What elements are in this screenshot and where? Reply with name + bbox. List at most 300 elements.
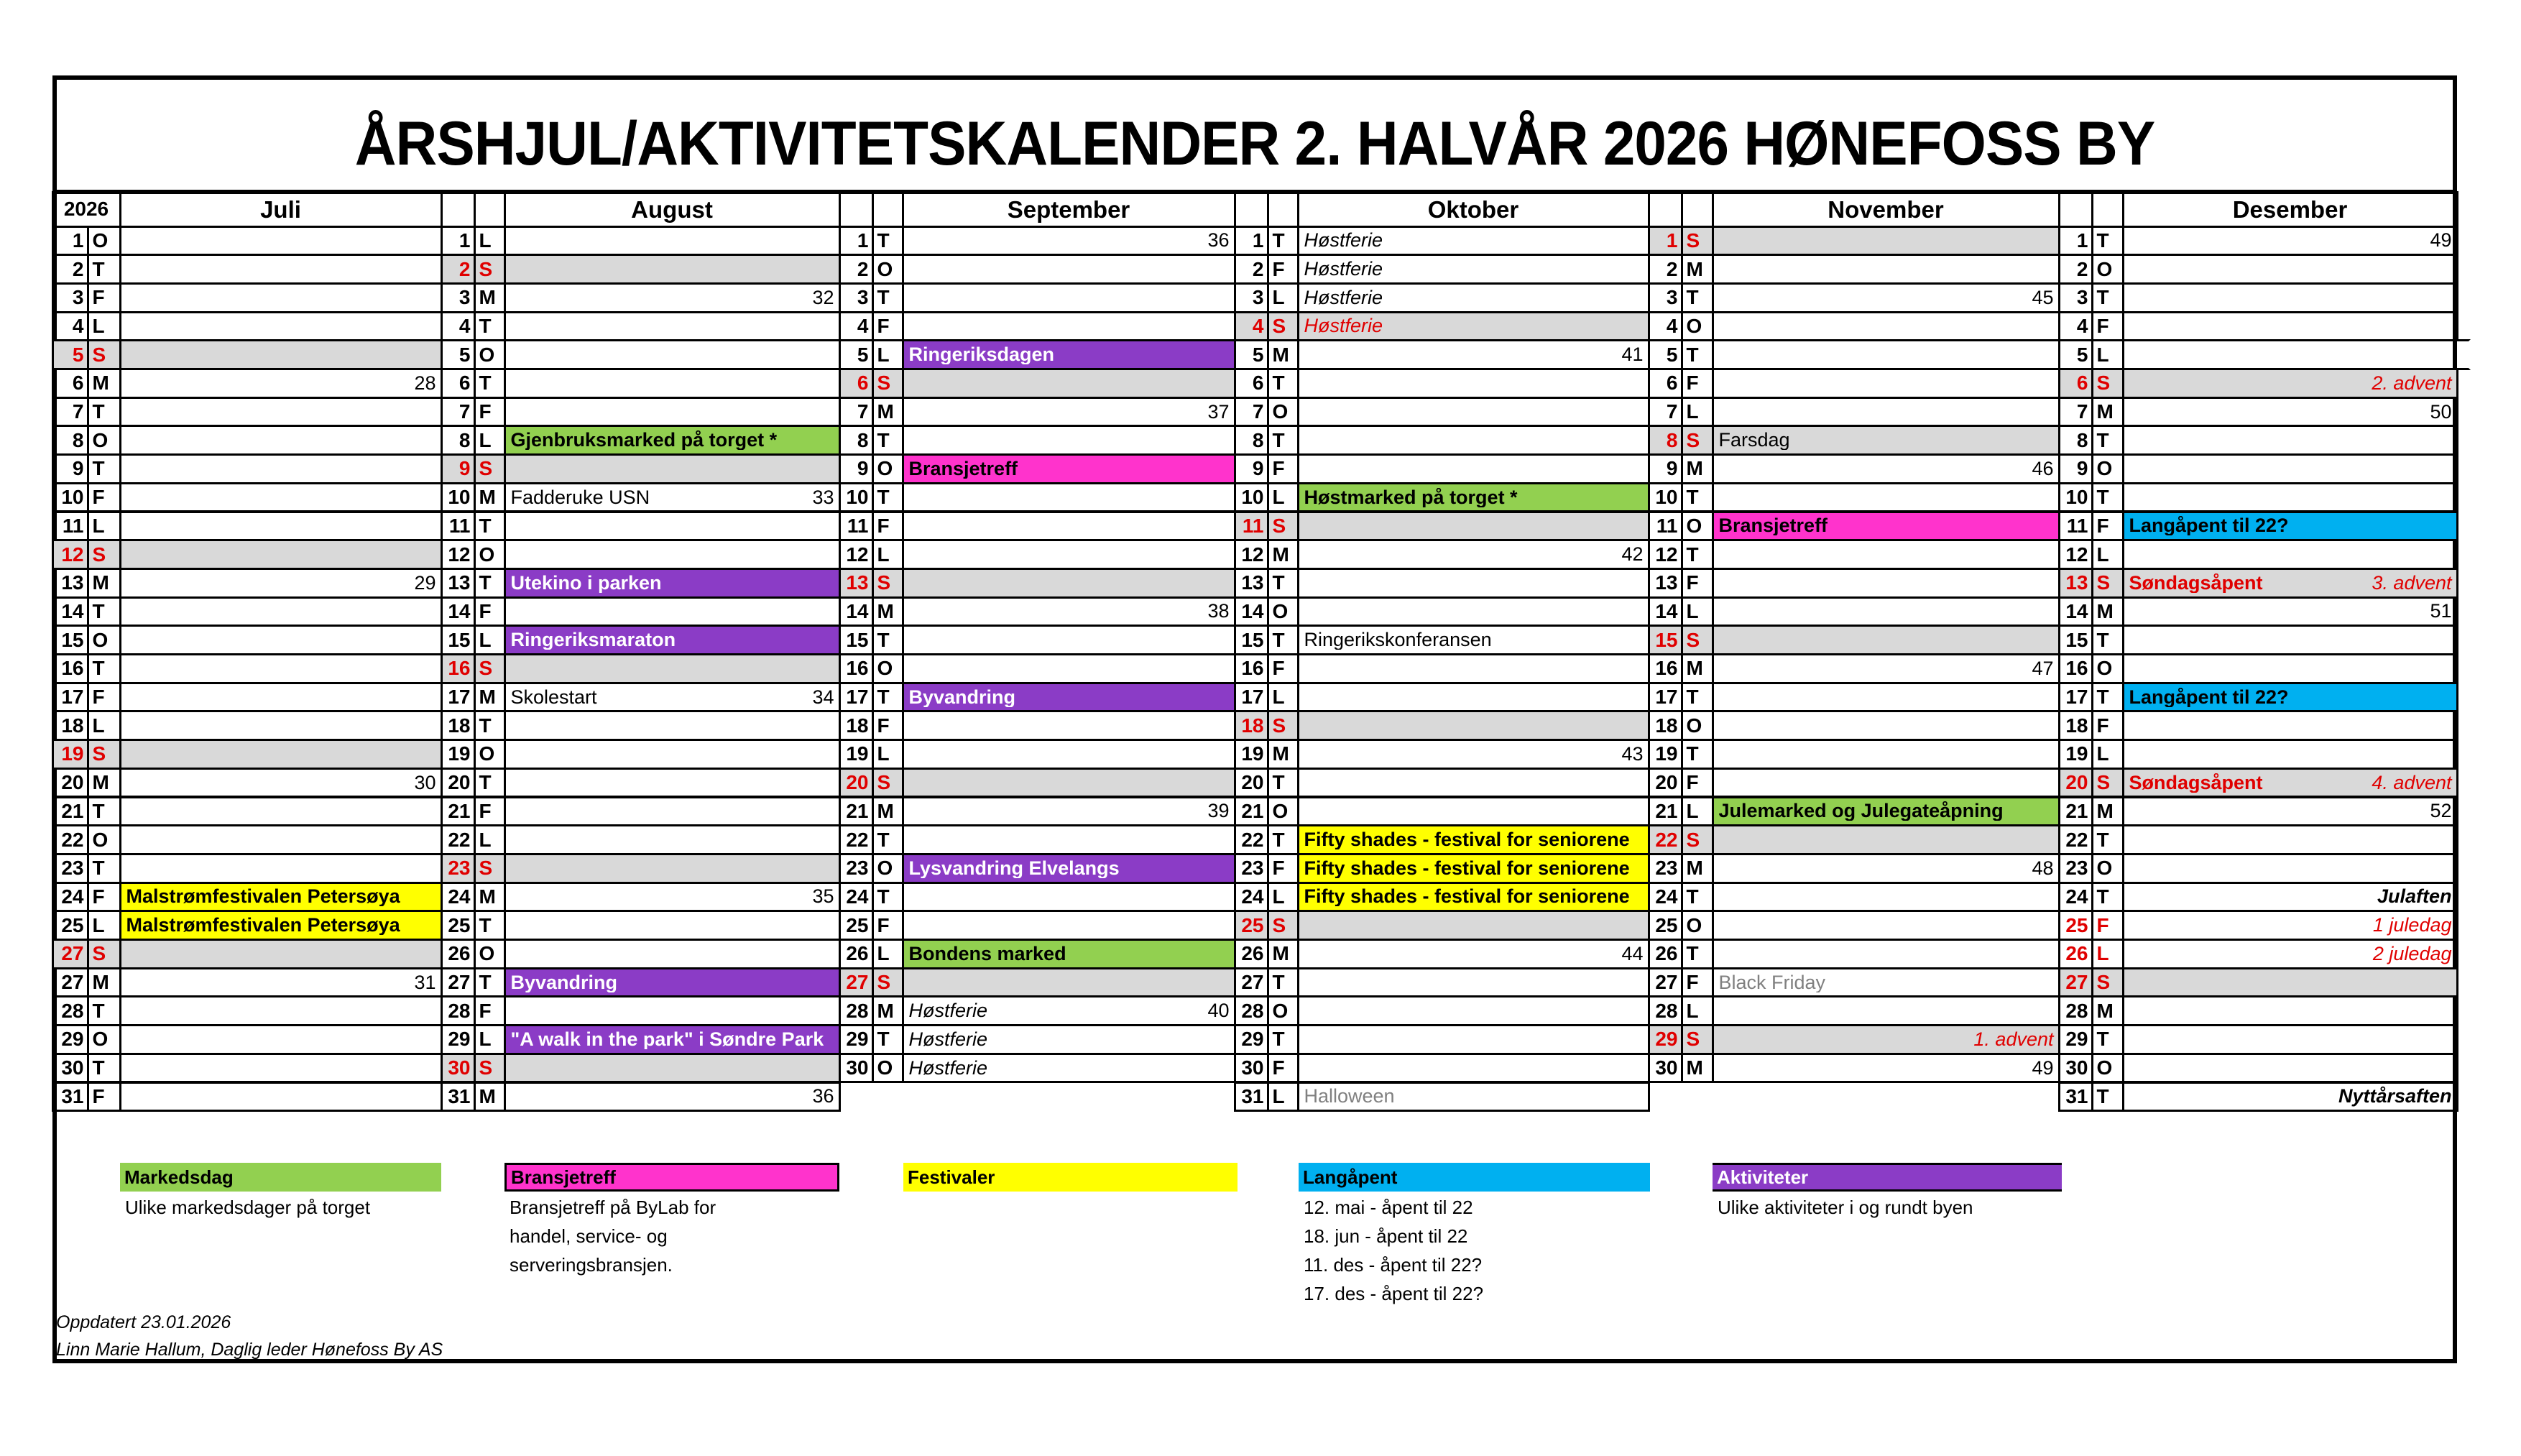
day-number: 29 (2058, 1024, 2093, 1055)
day-event-cell[interactable] (1297, 282, 1650, 313)
day-number: 22 (1648, 824, 1683, 855)
day-number: 5 (441, 339, 476, 370)
day-number: 20 (1234, 768, 1269, 798)
day-number: 19 (839, 739, 874, 770)
day-of-week: L (474, 824, 506, 855)
day-number: 21 (441, 796, 476, 827)
day-of-week: T (87, 254, 121, 285)
day-of-week: O (1681, 311, 1714, 342)
day-of-week: L (87, 311, 121, 342)
day-number: 21 (2058, 796, 2093, 827)
event-label: Høstferie (908, 1001, 988, 1021)
week-number: 36 (1207, 229, 1230, 252)
day-number: 23 (441, 853, 476, 884)
day-of-week: M (872, 796, 904, 827)
day-of-week: T (474, 910, 506, 941)
day-of-week: F (474, 796, 506, 827)
day-event-cell (504, 853, 841, 884)
day-event-cell (1712, 682, 2060, 713)
event-aktiviteter[interactable] (504, 1024, 841, 1055)
day-event-cell (1297, 768, 1650, 798)
day-of-week: T (1267, 967, 1299, 998)
header-spacer (1648, 191, 1683, 228)
day-event-cell (2122, 710, 2458, 741)
day-of-week: T (474, 768, 506, 798)
day-of-week: S (474, 653, 506, 684)
event-label: Bondens marked (908, 944, 1066, 964)
week-number: 30 (414, 771, 436, 793)
day-number: 14 (2058, 596, 2093, 627)
event-langapent[interactable] (2122, 682, 2458, 713)
month-header-august: August (504, 191, 841, 228)
day-number: 27 (52, 967, 89, 998)
day-of-week: T (1681, 339, 1714, 370)
event-festivaler[interactable] (119, 882, 443, 913)
day-number: 8 (52, 425, 89, 456)
day-number: 7 (839, 397, 874, 428)
legend-description: Bransjetreff på ByLab for (510, 1197, 716, 1218)
day-of-week: S (1681, 1024, 1714, 1055)
day-event-cell[interactable] (1712, 967, 2060, 998)
day-event-cell (2122, 339, 2471, 370)
day-of-week: L (872, 739, 904, 770)
day-number: 30 (2058, 1053, 2093, 1084)
day-event-cell (1712, 453, 2060, 484)
day-of-week: S (87, 339, 121, 370)
day-event-cell (119, 1053, 443, 1084)
day-event-cell (902, 539, 1236, 570)
day-number: 6 (839, 368, 874, 399)
event-markedsdag[interactable] (504, 425, 841, 456)
day-of-week: M (87, 967, 121, 998)
day-number: 2 (1648, 254, 1683, 285)
day-event-cell (119, 939, 443, 969)
event-festivaler[interactable] (1297, 853, 1650, 884)
day-of-week: T (872, 625, 904, 655)
day-of-week: L (474, 226, 506, 257)
month-header-desember: Desember (2122, 191, 2458, 228)
day-event-cell (2122, 226, 2458, 257)
day-event-cell (504, 1053, 841, 1084)
day-number: 15 (1648, 625, 1683, 655)
day-of-week: T (474, 967, 506, 998)
day-number: 9 (1234, 453, 1269, 484)
day-of-week: S (2091, 768, 2124, 798)
event-aktiviteter[interactable] (504, 625, 841, 655)
day-event-cell[interactable] (1712, 425, 2060, 456)
event-bransjetreff[interactable] (902, 453, 1236, 484)
day-number: 7 (2058, 397, 2093, 428)
week-number: 42 (1621, 543, 1644, 566)
day-number: 13 (839, 568, 874, 599)
day-of-week: T (1681, 682, 1714, 713)
day-event-cell[interactable] (1297, 311, 1650, 342)
week-number: 28 (414, 372, 436, 394)
header-spacer (2058, 191, 2093, 228)
day-number: 13 (441, 568, 476, 599)
day-event-cell (1297, 995, 1650, 1026)
header-spacer (872, 191, 904, 228)
day-event-cell (1712, 397, 2060, 428)
day-of-week: L (2091, 939, 2124, 969)
day-number: 28 (441, 995, 476, 1026)
day-number: 17 (2058, 682, 2093, 713)
day-number: 21 (1234, 796, 1269, 827)
day-number: 23 (1648, 853, 1683, 884)
day-number: 14 (441, 596, 476, 627)
day-of-week: T (872, 282, 904, 313)
day-of-week: F (87, 1082, 121, 1112)
day-of-week: F (2091, 311, 2124, 342)
event-markedsdag[interactable] (1297, 482, 1650, 513)
day-event-cell[interactable] (1297, 625, 1650, 655)
day-of-week: O (872, 254, 904, 285)
day-number: 4 (2058, 311, 2093, 342)
day-of-week: O (87, 1024, 121, 1055)
day-event-cell (504, 596, 841, 627)
day-number: 26 (1648, 939, 1683, 969)
day-number: 4 (1234, 311, 1269, 342)
day-of-week: F (1681, 768, 1714, 798)
day-number: 8 (441, 425, 476, 456)
event-label: Malstrømfestivalen Petersøya (126, 887, 400, 907)
day-event-cell (1712, 625, 2060, 655)
day-of-week: T (872, 482, 904, 513)
day-event-cell (902, 739, 1236, 770)
day-event-cell (1297, 1024, 1650, 1055)
day-number: 10 (1648, 482, 1683, 513)
event-label: Høstferie (1304, 259, 1383, 280)
day-event-cell[interactable] (504, 682, 841, 713)
day-event-cell[interactable] (902, 995, 1236, 1026)
day-event-cell (902, 824, 1236, 855)
day-event-cell (1712, 482, 2060, 513)
day-number: 10 (839, 482, 874, 513)
legend-langapent: Langåpent (1299, 1163, 1650, 1192)
day-of-week: T (872, 824, 904, 855)
event-aktiviteter[interactable] (504, 568, 841, 599)
day-number: 14 (52, 596, 89, 627)
day-event-cell (504, 882, 841, 913)
event-aktiviteter[interactable] (902, 682, 1236, 713)
event-label: Utekino i parken (510, 573, 662, 593)
day-number: 27 (839, 967, 874, 998)
day-of-week: F (87, 882, 121, 913)
day-event-cell[interactable] (2122, 768, 2458, 798)
day-of-week: T (474, 568, 506, 599)
day-event-cell (119, 482, 443, 513)
day-of-week: T (1267, 368, 1299, 399)
day-event-cell (119, 254, 443, 285)
week-number: 41 (1621, 344, 1644, 366)
day-event-cell (2122, 939, 2458, 969)
day-number: 17 (52, 682, 89, 713)
event-label: Julemarked og Julegateåpning (1718, 801, 2004, 821)
event-label: Høstferie (908, 1029, 988, 1049)
week-number: 51 (2430, 600, 2452, 622)
event-label: Skolestart (510, 687, 597, 707)
day-number: 9 (1648, 453, 1683, 484)
day-of-week: M (474, 1082, 506, 1112)
day-event-cell (1297, 710, 1650, 741)
event-label: Langåpent til 22? (2129, 687, 2289, 707)
day-number: 20 (1648, 768, 1683, 798)
day-event-cell[interactable] (902, 1053, 1236, 1084)
day-event-cell[interactable] (2122, 568, 2458, 599)
day-event-cell (2122, 882, 2458, 913)
day-of-week: O (1267, 796, 1299, 827)
day-of-week: S (1681, 625, 1714, 655)
day-event-cell (504, 710, 841, 741)
legend-description: 11. des - åpent til 22? (1304, 1254, 1483, 1276)
day-number: 13 (52, 568, 89, 599)
day-event-cell (119, 710, 443, 741)
event-label: Farsdag (1718, 430, 1790, 451)
day-number: 15 (52, 625, 89, 655)
day-number: 26 (2058, 939, 2093, 969)
day-event-cell (1712, 653, 2060, 684)
day-of-week: O (872, 453, 904, 484)
day-of-week: F (87, 482, 121, 513)
day-event-cell (1712, 939, 2060, 969)
day-number: 1 (52, 226, 89, 257)
day-event-cell (902, 596, 1236, 627)
day-of-week: S (1267, 311, 1299, 342)
day-number: 5 (839, 339, 874, 370)
day-number: 8 (839, 425, 874, 456)
day-event-cell (902, 910, 1236, 941)
day-event-cell (902, 282, 1236, 313)
day-of-week: T (2091, 425, 2124, 456)
day-event-cell[interactable] (902, 1024, 1236, 1055)
page-title: ÅRSHJUL/AKTIVITETSKALENDER 2. HALVÅR 2026 HØNEFOSS BY (354, 109, 2155, 178)
day-event-cell (1712, 710, 2060, 741)
day-event-cell (504, 939, 841, 969)
day-of-week: L (1267, 482, 1299, 513)
day-number: 18 (441, 710, 476, 741)
day-number: 2 (839, 254, 874, 285)
day-number: 20 (52, 768, 89, 798)
day-number: 24 (441, 882, 476, 913)
day-number: 29 (839, 1024, 874, 1055)
day-of-week: O (474, 539, 506, 570)
day-of-week: S (474, 254, 506, 285)
day-of-week: T (87, 596, 121, 627)
day-number: 11 (1234, 511, 1269, 542)
event-label: Høstferie (1304, 316, 1383, 336)
event-aktiviteter[interactable] (902, 339, 1236, 370)
day-number: 4 (441, 311, 476, 342)
day-number: 21 (52, 796, 89, 827)
day-of-week: S (2091, 568, 2124, 599)
day-of-week: T (2091, 824, 2124, 855)
day-event-cell (2122, 910, 2458, 941)
week-number: 33 (812, 486, 834, 508)
day-of-week: O (87, 824, 121, 855)
day-number: 28 (52, 995, 89, 1026)
day-number: 17 (839, 682, 874, 713)
day-of-week: O (87, 625, 121, 655)
day-number: 24 (1234, 882, 1269, 913)
day-of-week: F (1267, 653, 1299, 684)
day-event-cell (119, 539, 443, 570)
event-markedsdag[interactable] (902, 939, 1236, 969)
event-bransjetreff[interactable] (1712, 511, 2060, 542)
day-of-week: S (872, 568, 904, 599)
day-of-week: S (87, 539, 121, 570)
day-of-week: M (2091, 596, 2124, 627)
day-event-cell (2122, 1053, 2458, 1084)
day-event-cell (119, 796, 443, 827)
day-event-cell (119, 596, 443, 627)
holiday-label: 2 juledag (2372, 942, 2452, 964)
day-of-week: S (474, 1053, 506, 1084)
day-number: 15 (839, 625, 874, 655)
day-number: 31 (1234, 1082, 1269, 1112)
day-number: 7 (1648, 397, 1683, 428)
day-number: 6 (1234, 368, 1269, 399)
day-of-week: F (1267, 453, 1299, 484)
day-event-cell (1297, 682, 1650, 713)
event-label: Black Friday (1718, 972, 1826, 992)
event-label: Halloween (1304, 1087, 1395, 1107)
day-number: 15 (1234, 625, 1269, 655)
day-of-week: S (1267, 710, 1299, 741)
event-label: Ringeriksdagen (908, 345, 1055, 365)
day-event-cell (119, 682, 443, 713)
day-number: 3 (52, 282, 89, 313)
day-event-cell (2122, 995, 2458, 1026)
day-event-cell (504, 511, 841, 542)
day-of-week: L (1267, 1082, 1299, 1112)
event-markedsdag[interactable] (1712, 796, 2060, 827)
day-event-cell (119, 282, 443, 313)
day-number: 21 (1648, 796, 1683, 827)
day-event-cell (2122, 368, 2458, 399)
event-label: Søndagsåpent (2129, 773, 2263, 793)
event-label: Bransjetreff (908, 459, 1018, 479)
legend-description: 17. des - åpent til 22? (1304, 1283, 1484, 1304)
day-of-week: O (872, 853, 904, 884)
day-event-cell (119, 226, 443, 257)
month-header-juli: Juli (119, 191, 443, 228)
day-of-week: F (474, 397, 506, 428)
day-number: 11 (52, 511, 89, 542)
week-number: 38 (1207, 600, 1230, 622)
day-number: 22 (52, 824, 89, 855)
day-event-cell (1297, 910, 1650, 941)
event-aktiviteter[interactable] (504, 967, 841, 998)
event-langapent[interactable] (2122, 511, 2458, 542)
day-number: 5 (52, 339, 89, 370)
advent-note: 2. advent (2372, 372, 2452, 394)
day-number: 12 (2058, 539, 2093, 570)
day-event-cell[interactable] (1297, 254, 1650, 285)
day-number: 9 (2058, 453, 2093, 484)
day-event-cell (2122, 482, 2458, 513)
day-of-week: M (1267, 939, 1299, 969)
day-of-week: S (2091, 967, 2124, 998)
day-of-week: S (872, 768, 904, 798)
day-event-cell (2122, 453, 2458, 484)
day-event-cell (1297, 511, 1650, 542)
week-number: 39 (1207, 800, 1230, 822)
day-number: 20 (441, 768, 476, 798)
day-number: 11 (441, 511, 476, 542)
day-event-cell[interactable] (1297, 226, 1650, 257)
week-number: 36 (812, 1085, 834, 1107)
day-of-week: S (1267, 511, 1299, 542)
day-event-cell (902, 710, 1236, 741)
day-number: 15 (2058, 625, 2093, 655)
day-of-week: M (872, 596, 904, 627)
day-event-cell (1297, 568, 1650, 599)
event-aktiviteter[interactable] (902, 853, 1236, 884)
day-of-week: L (2091, 539, 2124, 570)
day-of-week: T (1267, 1024, 1299, 1055)
day-number: 25 (1234, 910, 1269, 941)
week-number: 44 (1621, 942, 1644, 964)
day-number: 7 (52, 397, 89, 428)
day-event-cell (1712, 339, 2060, 370)
day-number: 22 (441, 824, 476, 855)
day-of-week: L (2091, 339, 2124, 370)
day-number: 12 (52, 539, 89, 570)
week-number: 43 (1621, 742, 1644, 765)
day-event-cell (119, 768, 443, 798)
day-event-cell (2122, 967, 2458, 998)
week-number: 48 (2032, 857, 2054, 879)
day-event-cell (119, 425, 443, 456)
day-event-cell (1712, 824, 2060, 855)
day-event-cell (902, 625, 1236, 655)
week-number: 46 (2032, 457, 2054, 479)
event-festivaler[interactable] (1297, 882, 1650, 913)
day-of-week: O (474, 739, 506, 770)
day-of-week: M (2091, 995, 2124, 1026)
day-of-week: T (87, 653, 121, 684)
day-event-cell (1297, 939, 1650, 969)
day-number: 9 (839, 453, 874, 484)
day-of-week: T (474, 368, 506, 399)
day-event-cell (119, 995, 443, 1026)
event-festivaler[interactable] (1297, 824, 1650, 855)
day-of-week: F (1681, 368, 1714, 399)
day-of-week: F (1267, 254, 1299, 285)
week-number: 35 (812, 885, 834, 908)
event-festivaler[interactable] (119, 910, 443, 941)
day-of-week: M (87, 368, 121, 399)
day-number: 28 (1234, 995, 1269, 1026)
day-number: 7 (441, 397, 476, 428)
day-of-week: T (2091, 625, 2124, 655)
day-number: 10 (1234, 482, 1269, 513)
day-event-cell (902, 796, 1236, 827)
day-of-week: O (87, 226, 121, 257)
day-event-cell (902, 568, 1236, 599)
day-of-week: T (2091, 682, 2124, 713)
day-number: 29 (441, 1024, 476, 1055)
day-event-cell (119, 511, 443, 542)
day-event-cell (1297, 739, 1650, 770)
day-event-cell (504, 739, 841, 770)
day-number: 16 (52, 653, 89, 684)
day-event-cell[interactable] (504, 482, 841, 513)
legend-description: 18. jun - åpent til 22 (1304, 1225, 1468, 1247)
day-event-cell[interactable] (1297, 1082, 1650, 1112)
day-event-cell (902, 653, 1236, 684)
day-event-cell (504, 910, 841, 941)
